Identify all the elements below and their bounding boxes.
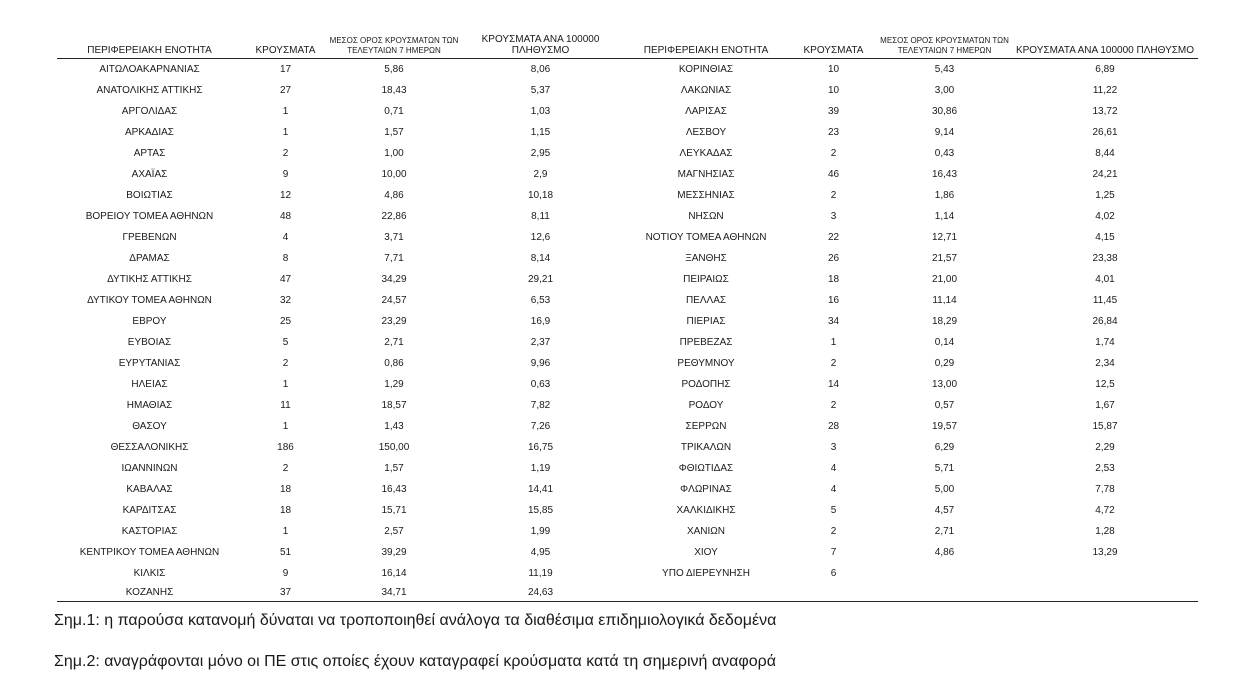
cell-region-left: ΚΙΛΚΙΣ	[133, 568, 166, 579]
cell-cases-right: 4	[830, 484, 837, 495]
cell-per100k-right: 4,02	[1095, 211, 1115, 222]
cell-region-left: ΚΕΝΤΡΙΚΟΥ ΤΟΜΕΑ ΑΘΗΝΩΝ	[79, 547, 220, 558]
cell-region-left: ΑΝΑΤΟΛΙΚΗΣ ΑΤΤΙΚΗΣ	[96, 85, 203, 96]
cell-avg7-right: 21,00	[931, 274, 958, 285]
cell-region-left: ΔΥΤΙΚΟΥ ΤΟΜΕΑ ΑΘΗΝΩΝ	[87, 295, 212, 306]
cell-cases-right: 4	[830, 463, 837, 474]
cell-cases-right: 2	[830, 358, 837, 369]
cell-avg7-right: 1,14	[934, 211, 955, 222]
cell-per100k-left: 29,21	[527, 274, 554, 285]
cell-avg7-right: 5,71	[934, 463, 955, 474]
cell-cases-left: 25	[279, 316, 292, 327]
cell-region-left: ΑΡΓΟΛΙΔΑΣ	[121, 106, 178, 117]
cell-avg7-left: 1,43	[384, 421, 404, 432]
cell-avg7-right: 6,29	[934, 442, 955, 453]
cell-cases-right: 2	[830, 526, 837, 537]
cell-avg7-left: 10,00	[381, 169, 407, 180]
cell-per100k-left: 16,75	[527, 442, 554, 453]
cell-avg7-left: 0,86	[384, 358, 404, 369]
cell-per100k-right: 8,44	[1095, 148, 1115, 159]
cell-cases-left: 1	[282, 379, 289, 390]
cell-per100k-left: 14,41	[527, 484, 554, 495]
cell-per100k-right: 7,78	[1095, 484, 1115, 495]
table-row	[57, 479, 1198, 500]
cell-region-right: ΠΡΕΒΕΖΑΣ	[679, 337, 733, 348]
header-cases-left: ΚΡΟΥΣΜΑΤΑ	[242, 30, 329, 59]
cell-region-right: ΧΑΝΙΩΝ	[686, 526, 726, 537]
cell-cases-left: 18	[279, 484, 292, 495]
table-row	[57, 500, 1198, 521]
cell-avg7-right: 18,29	[931, 316, 958, 327]
cell-avg7-left: 18,57	[381, 400, 407, 411]
cell-avg7-left: 2,71	[384, 337, 404, 348]
cell-region-left: ΕΒΡΟΥ	[132, 316, 167, 327]
cell-avg7-right: 16,43	[931, 169, 958, 180]
table-row	[57, 521, 1198, 542]
cell-region-right: ΡΟΔΟΠΗΣ	[681, 379, 731, 390]
table-header-row	[57, 30, 1198, 59]
cell-per100k-left: 8,14	[530, 253, 551, 264]
table-row	[57, 164, 1198, 185]
cell-cases-left: 48	[279, 211, 292, 222]
cell-per100k-right: 26,84	[1092, 316, 1118, 327]
table-row	[57, 227, 1198, 248]
cell-cases-right: 3	[830, 211, 837, 222]
cell-cases-right: 39	[827, 106, 840, 117]
cell-region-left: ΔΡΑΜΑΣ	[129, 253, 170, 264]
table-row	[57, 269, 1198, 290]
cell-cases-right: 18	[827, 274, 840, 285]
table-row	[57, 374, 1198, 395]
cell-avg7-left: 34,71	[329, 584, 459, 602]
table-row	[57, 80, 1198, 101]
cell-per100k-left: 9,96	[530, 358, 551, 369]
table-row	[57, 185, 1198, 206]
cell-avg7-right: 4,86	[934, 547, 955, 558]
cell-avg7-left: 2,57	[384, 526, 404, 537]
cell-avg7-right: 5,43	[934, 64, 955, 75]
cell-region-right: ΡΕΘΥΜΝΟΥ	[677, 358, 735, 369]
cell-per100k-right: 11,22	[1092, 85, 1118, 96]
cell-region-right: ΤΡΙΚΑΛΩΝ	[680, 442, 732, 453]
cell-avg7-left: 16,43	[381, 484, 407, 495]
cell-avg7-right: 5,00	[934, 484, 955, 495]
cell-cases-right: 22	[827, 232, 840, 243]
cell-per100k-left: 2,9	[533, 169, 548, 180]
cell-avg7-right: 9,14	[934, 127, 955, 138]
note-2: Σημ.2: αναγράφονται μόνο οι ΠΕ στις οποίες έχουν καταγραφεί κρούσματα κατά τη σημερινή αναφορά	[54, 653, 776, 670]
cell-per100k-right: 11,45	[1092, 295, 1118, 306]
cell-cases-left: 186	[277, 442, 294, 453]
header-per100k-left: ΚΡΟΥΣΜΑΤΑ ΑΝΑ 100000 ΠΛΗΘΥΣΜΟ	[459, 30, 622, 59]
cell-cases-left: 37	[242, 584, 329, 602]
cell-per100k-right: 1,74	[1095, 337, 1115, 348]
cell-per100k-right: 24,21	[1092, 169, 1118, 180]
table-row	[57, 584, 1198, 602]
table-row	[57, 542, 1198, 563]
cell-per100k-right	[1012, 563, 1198, 584]
cell-avg7-left: 4,86	[384, 190, 404, 201]
cell-region-right: ΠΙΕΡΙΑΣ	[686, 316, 726, 327]
cell-cases-right: 16	[827, 295, 840, 306]
cell-avg7-left: 3,71	[384, 232, 404, 243]
cell-per100k-right	[1012, 584, 1198, 602]
cases-table	[57, 30, 1198, 602]
cell-cases-right: 1	[830, 337, 837, 348]
cell-avg7-right: 11,14	[932, 295, 957, 306]
cell-avg7-left: 39,29	[381, 547, 407, 558]
cell-avg7-left: 1,29	[384, 379, 404, 390]
table-row	[57, 290, 1198, 311]
cell-cases-right: 2	[830, 190, 837, 201]
cell-per100k-left: 2,37	[530, 337, 551, 348]
cell-per100k-left: 12,6	[530, 232, 551, 243]
table-row	[57, 248, 1198, 269]
cell-region-right: ΜΑΓΝΗΣΙΑΣ	[677, 169, 735, 180]
cell-region-right: ΠΕΙΡΑΙΩΣ	[683, 274, 729, 285]
cell-cases-left: 18	[279, 505, 292, 516]
cell-region-left: ΑΧΑΪΑΣ	[131, 169, 168, 180]
cell-region-left: ΚΟΖΑΝΗΣ	[57, 584, 242, 602]
cell-per100k-left: 1,19	[530, 463, 551, 474]
cell-per100k-right: 1,67	[1095, 400, 1115, 411]
cell-cases-left: 2	[282, 463, 289, 474]
cell-per100k-left: 5,37	[530, 85, 551, 96]
table-row	[57, 416, 1198, 437]
cell-region-left: ΕΥΒΟΙΑΣ	[127, 337, 172, 348]
cell-per100k-left: 2,95	[530, 148, 551, 159]
cell-per100k-right: 6,89	[1095, 64, 1115, 75]
cell-cases-left: 1	[282, 106, 289, 117]
cell-avg7-right: 30,86	[931, 106, 958, 117]
cell-per100k-left: 8,06	[530, 64, 551, 75]
cell-per100k-right: 4,15	[1095, 232, 1115, 243]
cell-cases-right: 26	[827, 253, 840, 264]
cell-avg7-right	[877, 584, 1012, 602]
cell-region-right: ΦΛΩΡΙΝΑΣ	[680, 484, 732, 495]
table-body	[57, 59, 1198, 602]
cell-cases-left: 11	[280, 400, 291, 411]
cell-per100k-right: 2,34	[1095, 358, 1115, 369]
cell-avg7-left: 24,57	[381, 295, 407, 306]
cell-cases-left: 5	[282, 337, 289, 348]
cell-region-left: ΑΡΤΑΣ	[133, 148, 166, 159]
cell-region-right: ΠΕΛΛΑΣ	[685, 295, 727, 306]
cell-cases-left: 12	[279, 190, 292, 201]
cell-cases-left: 1	[282, 421, 289, 432]
cell-cases-left: 9	[282, 169, 289, 180]
cell-per100k-right: 2,29	[1095, 442, 1115, 453]
cell-cases-left: 1	[282, 526, 289, 537]
cell-avg7-left: 22,86	[381, 211, 407, 222]
cell-cases-right: 10	[827, 85, 840, 96]
cell-cases-left: 2	[282, 358, 289, 369]
header-avg7-right: ΜΕΣΟΣ ΟΡΟΣ ΚΡΟΥΣΜΑΤΩΝ ΤΩΝ ΤΕΛΕΥΤΑΙΩΝ 7 ΗΜΕΡΩΝ	[877, 30, 1012, 59]
cell-avg7-right: 0,57	[934, 400, 955, 411]
table-row	[57, 437, 1198, 458]
cell-region-left: ΕΥΡΥΤΑΝΙΑΣ	[118, 358, 181, 369]
cell-avg7-right: 0,14	[934, 337, 955, 348]
cell-avg7-left: 0,71	[384, 106, 404, 117]
cell-cases-left: 8	[282, 253, 289, 264]
cell-region-right	[622, 584, 790, 602]
cell-avg7-left: 5,86	[384, 64, 404, 75]
table-row	[57, 311, 1198, 332]
cell-avg7-right: 19,57	[931, 421, 958, 432]
cell-region-right: ΝΗΣΩΝ	[688, 211, 724, 222]
cell-per100k-left: 1,03	[530, 106, 551, 117]
cell-cases-right: 23	[827, 127, 840, 138]
cell-avg7-right: 0,43	[934, 148, 955, 159]
cell-avg7-left: 150,00	[378, 442, 410, 453]
table-row	[57, 395, 1198, 416]
cell-cases-left: 27	[279, 85, 292, 96]
cell-per100k-left: 6,53	[530, 295, 551, 306]
table-row	[57, 332, 1198, 353]
cell-per100k-right: 4,01	[1095, 274, 1115, 285]
cell-per100k-left: 1,15	[530, 127, 551, 138]
cell-cases-right: 46	[827, 169, 840, 180]
cell-cases-right: 7	[830, 547, 837, 558]
cell-avg7-left: 1,57	[384, 463, 404, 474]
cell-cases-left: 51	[279, 547, 292, 558]
cell-per100k-right: 1,28	[1095, 526, 1115, 537]
cell-region-right: ΥΠΟ ΔΙΕΡΕΥΝΗΣΗ	[662, 568, 750, 579]
header-cases-right: ΚΡΟΥΣΜΑΤΑ	[790, 30, 877, 59]
table-row	[57, 59, 1198, 81]
cell-region-left: ΓΡΕΒΕΝΩΝ	[122, 232, 177, 243]
cell-region-left: ΒΟΡΕΙΟΥ ΤΟΜΕΑ ΑΘΗΝΩΝ	[85, 211, 214, 222]
cell-per100k-left: 7,82	[530, 400, 551, 411]
cell-cases-right: 14	[827, 379, 840, 390]
cell-avg7-left: 18,43	[381, 85, 407, 96]
cell-cases-left: 2	[282, 148, 289, 159]
cell-avg7-right: 1,86	[934, 190, 955, 201]
cell-cases-left: 9	[282, 568, 289, 579]
cell-per100k-left: 7,26	[530, 421, 551, 432]
table-row	[57, 143, 1198, 164]
header-region-left: ΠΕΡΙΦΕΡΕΙΑΚΗ ΕΝΟΤΗΤΑ	[57, 30, 242, 59]
cell-cases-right: 6	[830, 568, 837, 579]
cell-avg7-left: 1,00	[384, 148, 404, 159]
cell-region-right: ΛΕΣΒΟΥ	[685, 127, 727, 138]
cell-region-left: ΘΕΣΣΑΛΟΝΙΚΗΣ	[110, 442, 189, 453]
cell-avg7-left: 16,14	[381, 568, 407, 579]
cell-region-left: ΚΑΒΑΛΑΣ	[126, 484, 173, 495]
cell-region-left: ΒΟΙΩΤΙΑΣ	[126, 190, 173, 201]
cell-per100k-right: 4,72	[1095, 505, 1115, 516]
cell-per100k-left: 1,99	[530, 526, 551, 537]
table-row	[57, 101, 1198, 122]
table-row	[57, 206, 1198, 227]
cell-per100k-right: 13,72	[1092, 106, 1118, 117]
cell-avg7-right: 4,57	[934, 505, 955, 516]
cell-per100k-left: 4,95	[530, 547, 551, 558]
cell-per100k-left: 11,19	[528, 568, 553, 579]
cell-cases-right: 5	[830, 505, 837, 516]
cell-per100k-right: 15,87	[1092, 421, 1118, 432]
cell-cases-left: 32	[279, 295, 292, 306]
cell-cases-right: 34	[827, 316, 840, 327]
cell-cases-left: 1	[282, 127, 289, 138]
cell-per100k-right: 1,25	[1095, 190, 1115, 201]
table-row	[57, 122, 1198, 143]
cell-region-right: ΧΙΟΥ	[694, 547, 718, 558]
cell-per100k-left: 0,63	[530, 379, 551, 390]
cell-avg7-right: 21,57	[931, 253, 958, 264]
cell-region-right: ΛΕΥΚΑΔΑΣ	[679, 148, 733, 159]
cell-cases-right: 10	[827, 64, 840, 75]
cell-cases-right: 2	[830, 148, 837, 159]
cell-per100k-left: 10,18	[527, 190, 554, 201]
cell-region-right: ΚΟΡΙΝΘΙΑΣ	[678, 64, 734, 75]
table-row	[57, 353, 1198, 374]
cell-region-left: ΔΥΤΙΚΗΣ ΑΤΤΙΚΗΣ	[107, 274, 192, 285]
cell-region-left: ΗΛΕΙΑΣ	[131, 379, 168, 390]
cell-per100k-left: 16,9	[530, 316, 551, 327]
cell-region-left: ΙΩΑΝΝΙΝΩΝ	[121, 463, 178, 474]
cell-region-right: ΞΑΝΘΗΣ	[685, 253, 727, 264]
header-region-right: ΠΕΡΙΦΕΡΕΙΑΚΗ ΕΝΟΤΗΤΑ	[622, 30, 790, 59]
note-1: Σημ.1: η παρούσα κατανομή δύναται να τροποποιηθεί ανάλογα τα διαθέσιμα επιδημιολογικά δεδομένα	[54, 612, 777, 629]
cell-cases-right: 3	[830, 442, 837, 453]
header-per100k-right: ΚΡΟΥΣΜΑΤΑ ΑΝΑ 100000 ΠΛΗΘΥΣΜΟ	[1012, 30, 1198, 59]
cell-avg7-right	[877, 563, 1012, 584]
cell-cases-right	[790, 584, 877, 602]
table-row	[57, 458, 1198, 479]
cell-region-right: ΦΘΙΩΤΙΔΑΣ	[678, 463, 734, 474]
table-row	[57, 563, 1198, 584]
cell-avg7-right: 12,71	[931, 232, 958, 243]
cell-region-right: ΝΟΤΙΟΥ ΤΟΜΕΑ ΑΘΗΝΩΝ	[645, 232, 767, 243]
cell-region-right: ΣΕΡΡΩΝ	[685, 421, 727, 432]
cell-per100k-right: 12,5	[1095, 379, 1115, 390]
cell-per100k-right: 26,61	[1092, 127, 1118, 138]
cell-per100k-left: 24,63	[459, 584, 622, 602]
cell-avg7-right: 2,71	[934, 526, 955, 537]
cell-region-right: ΧΑΛΚΙΔΙΚΗΣ	[676, 505, 736, 516]
cell-region-right: ΡΟΔΟΥ	[688, 400, 724, 411]
cell-region-left: ΘΑΣΟΥ	[132, 421, 167, 432]
cell-cases-right: 28	[827, 421, 840, 432]
cell-avg7-left: 15,71	[381, 505, 407, 516]
cell-avg7-left: 34,29	[381, 274, 407, 285]
cell-avg7-right: 0,29	[934, 358, 955, 369]
cell-cases-right: 2	[830, 400, 837, 411]
cell-region-right: ΛΑΡΙΣΑΣ	[685, 106, 727, 117]
cell-cases-left: 4	[282, 232, 289, 243]
cell-avg7-left: 1,57	[384, 127, 404, 138]
cell-avg7-right: 3,00	[934, 85, 955, 96]
cell-per100k-right: 13,29	[1092, 547, 1118, 558]
cell-avg7-right: 13,00	[931, 379, 958, 390]
cell-region-left: ΗΜΑΘΙΑΣ	[126, 400, 173, 411]
cell-cases-left: 47	[279, 274, 292, 285]
cell-region-left: ΚΑΡΔΙΤΣΑΣ	[122, 505, 177, 516]
cell-per100k-right: 2,53	[1095, 463, 1115, 474]
cell-region-left: ΚΑΣΤΟΡΙΑΣ	[121, 526, 178, 537]
cell-region-right: ΜΕΣΣΗΝΙΑΣ	[677, 190, 735, 201]
cell-per100k-left: 8,11	[531, 211, 550, 222]
cell-region-right: ΛΑΚΩΝΙΑΣ	[680, 85, 732, 96]
cell-cases-left: 17	[279, 64, 292, 75]
cell-avg7-left: 7,71	[384, 253, 404, 264]
cell-per100k-right: 23,38	[1092, 253, 1118, 264]
cell-region-left: ΑΙΤΩΛΟΑΚΑΡΝΑΝΙΑΣ	[99, 64, 200, 75]
header-avg7-left: ΜΕΣΟΣ ΟΡΟΣ ΚΡΟΥΣΜΑΤΩΝ ΤΩΝ ΤΕΛΕΥΤΑΙΩΝ 7 ΗΜΕΡΩΝ	[329, 30, 459, 59]
cell-region-left: ΑΡΚΑΔΙΑΣ	[125, 127, 174, 138]
cell-avg7-left: 23,29	[381, 316, 407, 327]
cell-per100k-left: 15,85	[527, 505, 554, 516]
